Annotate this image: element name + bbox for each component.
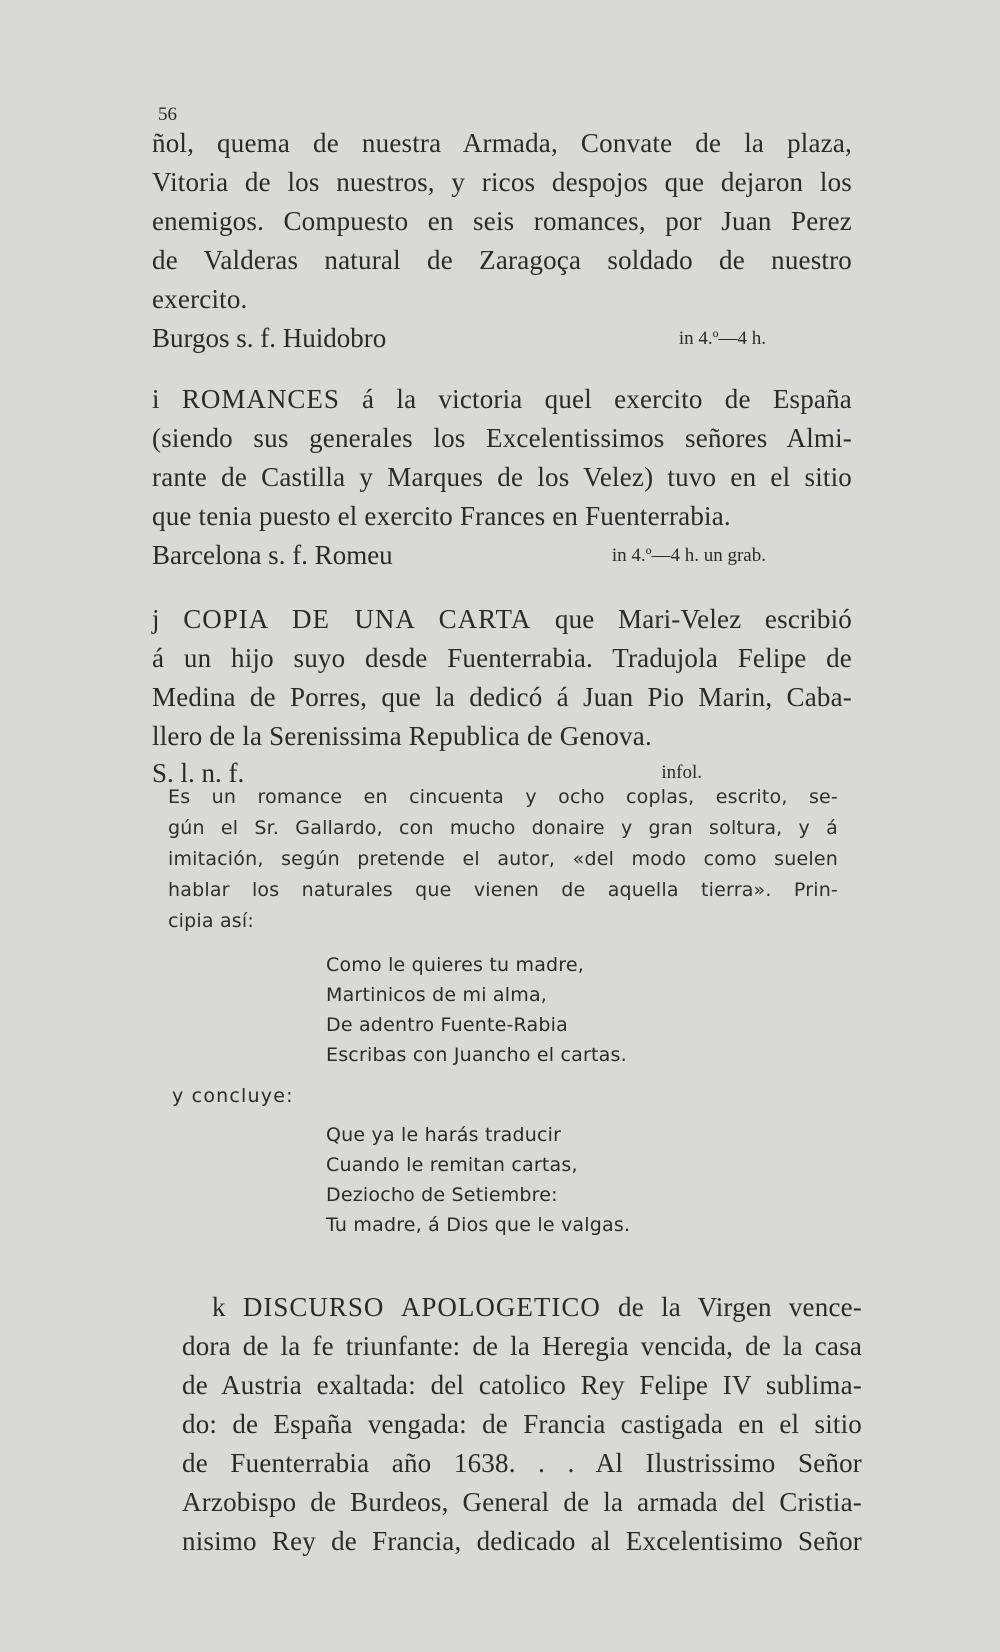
- entry-letter: j: [152, 604, 160, 634]
- entry-title-rest: que Mari-Velez escribió: [531, 604, 853, 634]
- text-line: rante de Castilla y Marques de los Velez) tuvo en el sitio: [152, 462, 852, 492]
- entry-k-body: [182, 1327, 862, 1561]
- entry-title: DISCURSO APOLOGETICO: [242, 1292, 601, 1322]
- entry-k: [212, 1288, 862, 1327]
- verse-line: De adentro Fuente-Rabia: [326, 1014, 568, 1036]
- commentary-line: Es un romance en cincuenta y ocho coplas, escrito, se-: [168, 786, 838, 808]
- imprint-line: [152, 536, 852, 575]
- entry-continuation: [152, 124, 852, 358]
- entry-title-rest: á la victoria quel exercito de España: [339, 384, 852, 414]
- text-line: Vitoria de los nuestros, y ricos despojos que dejaron los: [152, 167, 852, 197]
- verse-line: Martinicos de mi alma,: [326, 984, 548, 1006]
- text-line: de Austria exaltada: del catolico Rey Felipe IV sublima-: [182, 1370, 862, 1400]
- entry-letter: k: [212, 1292, 226, 1322]
- format-note: in 4.º—4 h.: [678, 328, 766, 349]
- text-line: llero de la Serenissima Republica de Genova.: [152, 721, 652, 751]
- entry-title-line: [212, 1288, 862, 1327]
- verse-line: Tu madre, á Dios que le valgas.: [326, 1214, 631, 1236]
- text-line: enemigos. Compuesto en seis romances, por Juan Perez: [152, 206, 852, 236]
- entry-title-line: [152, 600, 852, 639]
- text-line: que tenia puesto el exercito Frances en Fuenterrabia.: [152, 501, 731, 531]
- text-line: á un hijo suyo desde Fuenterrabia. Tradujola Felipe de: [152, 643, 852, 673]
- text-line: dora de la fe triunfante: de la Heregia vencida, de la casa: [182, 1331, 862, 1361]
- format-note: infol.: [661, 762, 702, 783]
- commentary-line: gún el Sr. Gallardo, con mucho donaire y gran soltura, y á: [168, 817, 838, 839]
- entry-j: [152, 600, 852, 790]
- verse-closing: [326, 1120, 630, 1240]
- concluye-label: y concluye:: [172, 1085, 294, 1107]
- text-line: nisimo Rey de Francia, dedicado al Excelentisimo Señor: [182, 1526, 862, 1556]
- verse-opening: [326, 950, 627, 1070]
- page-number: 56: [158, 104, 177, 125]
- verse-line: Cuando le remitan cartas,: [326, 1154, 578, 1176]
- text-line: exercito.: [152, 284, 248, 314]
- text-line: Arzobispo de Burdeos, General de la armada del Cristia-: [182, 1487, 862, 1517]
- commentary: [168, 782, 838, 937]
- entry-title: ROMANCES: [181, 384, 340, 414]
- imprint: Burgos s. f. Huidobro: [152, 323, 387, 353]
- commentary-line: imitación, según pretende el autor, «del modo como suelen: [168, 848, 838, 870]
- format-note: in 4.º—4 h. un grab.: [611, 545, 766, 566]
- text-line: Medina de Porres, que la dedicó á Juan Pio Marin, Caba-: [152, 682, 852, 712]
- verse-line: Como le quieres tu madre,: [326, 954, 585, 976]
- text-line: do: de España vengada: de Francia castigada en el sitio: [182, 1409, 862, 1439]
- entry-title-line: [152, 380, 852, 419]
- imprint: Barcelona s. f. Romeu: [152, 540, 393, 570]
- verse-line: Deziocho de Setiembre:: [326, 1184, 558, 1206]
- text-line: ñol, quema de nuestra Armada, Convate de la plaza,: [152, 128, 852, 158]
- text-line: de Valderas natural de Zaragoça soldado de nuestro: [152, 245, 852, 275]
- text-line: (siendo sus generales los Excelentissimos señores Almi-: [152, 423, 852, 453]
- entry-i: [152, 380, 852, 575]
- commentary-line: cipia así:: [168, 910, 254, 932]
- imprint-line: [152, 319, 852, 358]
- entry-title: COPIA DE UNA CARTA: [183, 604, 532, 634]
- entry-title-rest: de la Virgen vence-: [600, 1292, 862, 1322]
- imprint: S. l. n. f.: [152, 758, 245, 788]
- text-line: de Fuenterrabia año 1638. . . Al Ilustrissimo Señor: [182, 1448, 862, 1478]
- verse-line: Escribas con Juancho el cartas.: [326, 1044, 627, 1066]
- entry-letter: i: [152, 384, 160, 414]
- verse-line: Que ya le harás traducir: [326, 1124, 562, 1146]
- commentary-line: hablar los naturales que vienen de aquella tierra». Prin-: [168, 879, 838, 901]
